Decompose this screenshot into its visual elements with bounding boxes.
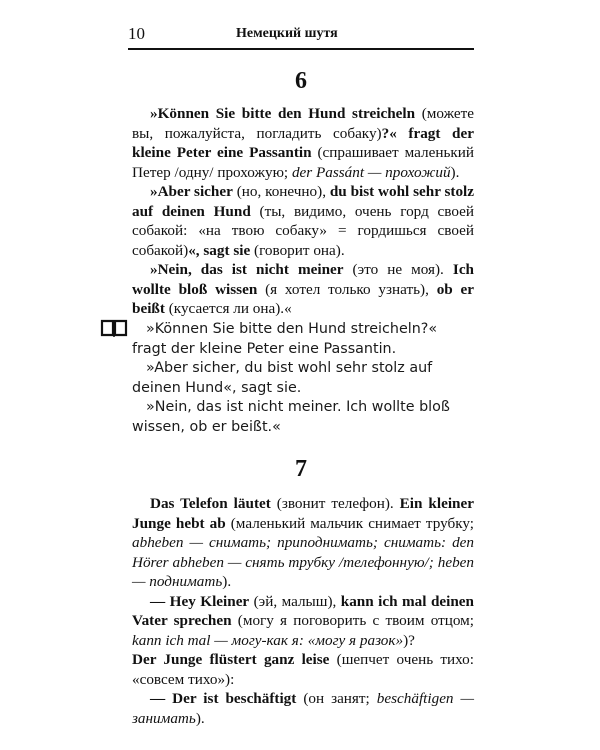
s7-paragraph-1: Das Telefon läutet (звонит телефон). Ein kleiner Junge hebt ab (маленький мальчик снимает трубку; abheben — снимать; приподнимать; снимать: den Hörer abheben — снять трубку /телефонную/; heben — поднимать).	[132, 495, 474, 590]
page-number: 10	[128, 24, 145, 43]
section-6-reading-text	[132, 320, 474, 437]
section-6-annotated-text	[132, 104, 474, 319]
open-book-icon	[100, 318, 128, 338]
s6-paragraph-3: »Nein, das ist nicht meiner (это не моя). Ich wollte bloß wissen (я хотел только узнать), ob er beißt (кусается ли она).«	[132, 261, 475, 317]
running-title: Немецкий шутя	[236, 26, 338, 41]
s6-reading-line-2: »Aber sicher, du bist wohl sehr stolz auf deinen Hund«, sagt sie.	[132, 360, 433, 396]
s6-paragraph-1: »Können Sie bitte den Hund streicheln (можете вы, пожалуйста, погладить собаку)?« fragt der kleine Peter eine Passantin (спрашивает маленький Петер /одну/ прохожую; der Passánt — прохожий).	[132, 105, 475, 181]
s7-paragraph-3: Der Junge flüstert ganz leise (шепчет очень тихо: «совсем тихо»):	[132, 651, 474, 688]
s6-reading-line-3: »Nein, das ist nicht meiner. Ich wollte bloß wissen, ob er beißt.«	[132, 399, 450, 435]
s7-paragraph-2: — Hey Kleiner (эй, малыш), kann ich mal deinen Vater sprechen (могу я поговорить с твоим отцом; kann ich mal — могу-как я: «могу я разок»)?	[132, 592, 474, 649]
section-7-annotated-text	[132, 494, 474, 728]
s6-paragraph-2: »Aber sicher (но, конечно), du bist wohl sehr stolz auf deinen Hund (ты, видимо, очень горд своей собакой: «на твою собаку» = гордишься своей собакой)«, sagt sie (говорит она).	[132, 183, 475, 259]
s7-paragraph-4: — Der ist beschäftigt (он занят; beschäftigen — занимать).	[132, 690, 475, 727]
section-6-number: 6	[295, 68, 307, 94]
section-7-number: 7	[295, 456, 307, 482]
s6-reading-line-1: »Können Sie bitte den Hund streicheln?« fragt der kleine Peter eine Passantin.	[132, 321, 438, 357]
page-header	[128, 24, 474, 50]
